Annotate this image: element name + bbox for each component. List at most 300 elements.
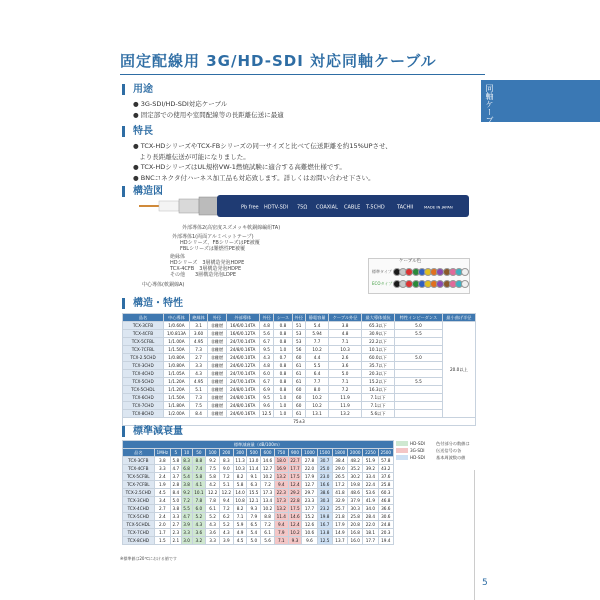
atten-legend: [396, 441, 478, 475]
callout: 中心導体(軟銅線A): [142, 282, 185, 288]
spec-cell: 7.1: [329, 378, 362, 386]
spec-cell: 0.8: [274, 370, 292, 378]
cable-print-2: HDTV-SDI: [264, 204, 289, 211]
callout: FBLシリーズは難燃性PE被覆: [180, 246, 246, 252]
atten-cell: 33.4: [363, 473, 378, 481]
spec-cell: [395, 362, 443, 370]
atten-cell: 8.3: [181, 457, 192, 465]
atten-cell: 22.0: [302, 465, 317, 473]
atten-cell: 21.8: [332, 513, 347, 521]
atten-cell: 7.2: [219, 473, 233, 481]
atten-note: ※標準値は20℃における値です: [120, 556, 177, 561]
atten-product-name: TCX-3CFB: [123, 457, 155, 465]
atten-cell: 16.7: [317, 521, 332, 529]
spec-cell: 24/8/0.14TA: [226, 386, 259, 394]
atten-cell: 30.6: [378, 513, 393, 521]
atten-cell: 37.6: [378, 473, 393, 481]
atten-cell: 5.4: [181, 473, 192, 481]
atten-cell: 9.4: [274, 521, 288, 529]
legend-3g: 3G-SDI: [410, 448, 425, 453]
atten-cell: 30.3: [317, 497, 332, 505]
atten-row: [123, 481, 394, 489]
spec-header: 外径: [259, 314, 274, 322]
spec-product-name: TCX-7CFBL: [123, 346, 164, 354]
atten-cell: 4.7: [181, 513, 192, 521]
spec-cell: 7.5: [189, 402, 207, 410]
spec-cell: 2.7: [189, 354, 207, 362]
atten-cell: 5.2: [206, 513, 220, 521]
atten-cell: 2.7: [154, 505, 170, 513]
spec-cell: 9.6: [259, 402, 274, 410]
atten-cell: 5.8: [206, 473, 220, 481]
spec-product-name: TCX-5CHD: [123, 378, 164, 386]
atten-cell: 17.9: [332, 521, 347, 529]
atten-cell: 2.8: [170, 481, 181, 489]
spec-cell: 24/8/0.16TA: [226, 402, 259, 410]
atten-cell: 10.2: [261, 473, 275, 481]
atten-cell: 5.2: [219, 521, 233, 529]
atten-cell: 3.3: [181, 529, 192, 537]
atten-cell: 5.8: [233, 481, 247, 489]
atten-cell: 9.4: [219, 497, 233, 505]
spec-header: 絶縁体: [189, 314, 207, 322]
atten-cell: 5.0: [247, 537, 261, 545]
color-key-standard: 標準タイプ: [372, 269, 392, 274]
atten-cell: 41.9: [363, 497, 378, 505]
atten-cell: 5.8: [192, 473, 206, 481]
spec-cell: [395, 410, 443, 418]
spec-cell: 61: [292, 378, 305, 386]
atten-cell: 37.9: [348, 497, 363, 505]
color-swatch: [461, 280, 469, 288]
atten-header: 750: [274, 449, 288, 457]
spec-cell: 16/6/0.14TA: [226, 322, 259, 330]
spec-cell: 非難燃: [208, 410, 226, 418]
atten-cell: 19.8: [317, 513, 332, 521]
atten-cell: 16.8: [348, 529, 363, 537]
legend-swatch-hd: [396, 441, 408, 446]
atten-header: 10: [181, 449, 192, 457]
atten-cell: 9.2: [181, 489, 192, 497]
atten-cell: 5.9: [233, 521, 247, 529]
atten-cell: 13.2: [274, 505, 288, 513]
atten-cell: 13.8: [317, 529, 332, 537]
spec-cell: 5.5: [395, 330, 443, 338]
atten-cell: 41.8: [332, 489, 347, 497]
atten-cell: 1.7: [154, 529, 170, 537]
atten-cell: 30.3: [348, 505, 363, 513]
atten-cell: 11.4: [247, 465, 261, 473]
atten-row: [123, 465, 394, 473]
spec-cell: 5.5: [305, 362, 328, 370]
atten-header: 品名: [123, 449, 155, 457]
callout: その他 3層構造発泡LDPE: [170, 272, 236, 278]
atten-cell: 48.2: [348, 457, 363, 465]
spec-header: 静電容量: [305, 314, 328, 322]
atten-cell: 10.8: [233, 497, 247, 505]
spec-row: [123, 410, 476, 418]
spec-cell: 1/1.50A: [164, 394, 190, 402]
spec-cell: 3.60: [189, 330, 207, 338]
atten-cell: 6.0: [192, 505, 206, 513]
spec-cell: 5.5: [395, 378, 443, 386]
feature-list: [133, 141, 392, 183]
spec-cell: 10.1以下: [361, 346, 394, 354]
atten-header: 1000: [302, 449, 317, 457]
atten-cell: 12.2: [219, 489, 233, 497]
atten-cell: 6.5: [247, 521, 261, 529]
attenuation-table: [122, 440, 394, 545]
atten-cell: 11.4: [274, 513, 288, 521]
spec-cell: 13.1: [305, 410, 328, 418]
atten-cell: 8.2: [233, 473, 247, 481]
spec-cell: 15.2以下: [361, 378, 394, 386]
spec-cell: 非難燃: [208, 330, 226, 338]
spec-product-name: TCX-3CHD: [123, 362, 164, 370]
callout: TCX-4CFB 3層構造発泡HDPE: [170, 266, 242, 272]
spec-cell: 1/1.05A: [164, 370, 190, 378]
atten-cell: 9.3: [288, 537, 302, 545]
spec-cell: 5.6: [259, 330, 274, 338]
atten-cell: 10.2: [288, 529, 302, 537]
spec-cell: 24/8/0.16TA: [226, 346, 259, 354]
atten-cell: 16.9: [274, 465, 288, 473]
atten-cell: 9.0: [219, 465, 233, 473]
spec-cell: [395, 338, 443, 346]
atten-cell: 7.8: [206, 497, 220, 505]
atten-cell: 13.2: [274, 473, 288, 481]
spec-cell: 7.2: [329, 386, 362, 394]
atten-product-name: TCX-8CHD: [123, 537, 155, 545]
atten-cell: 32.9: [332, 497, 347, 505]
atten-cell: 5.1: [219, 481, 233, 489]
spec-cell: 10.2: [305, 394, 328, 402]
atten-product-name: TCX-4CFB: [123, 465, 155, 473]
atten-cell: 25.8: [348, 513, 363, 521]
atten-cell: 14.9: [332, 529, 347, 537]
atten-cell: 3.0: [181, 537, 192, 545]
spec-cell: 0.8: [274, 338, 292, 346]
spec-cell: 1/0.60A: [164, 322, 190, 330]
atten-cell: 13.4: [261, 497, 275, 505]
spec-cell: 11.9: [329, 402, 362, 410]
spec-cell: 0.8: [274, 378, 292, 386]
spec-cell: 60: [292, 394, 305, 402]
atten-cell: 9.2: [206, 457, 220, 465]
atten-cell: 7.2: [261, 481, 275, 489]
outer-conductor-2: [199, 197, 219, 215]
spec-row: [123, 346, 476, 354]
spec-cell: 0.8: [274, 322, 292, 330]
spec-row: [123, 378, 476, 386]
spec-cell: 7.7: [305, 338, 328, 346]
callout: HDシリーズ、FBシリーズはPE被覆: [180, 240, 260, 246]
atten-cell: 10.1: [192, 489, 206, 497]
atten-header: 1500: [317, 449, 332, 457]
atten-cell: 19.4: [378, 537, 393, 545]
atten-header: 300: [233, 449, 247, 457]
atten-cell: 10.2: [261, 505, 275, 513]
spec-cell: 4.4: [305, 354, 328, 362]
spec-cell: 7.3: [189, 346, 207, 354]
atten-cell: 2.4: [154, 513, 170, 521]
legend-note: 色付部分の数値は: [436, 441, 470, 446]
atten-cell: 25.7: [332, 505, 347, 513]
spec-cell: 1/0.813A: [164, 330, 190, 338]
spec-cell: 10.2: [305, 402, 328, 410]
atten-cell: 18.1: [363, 529, 378, 537]
atten-cell: 13.7: [332, 537, 347, 545]
section-features: 特長: [122, 126, 153, 137]
atten-cell: 36.6: [378, 505, 393, 513]
atten-cell: 5.4: [247, 529, 261, 537]
atten-cell: 14.0: [233, 489, 247, 497]
section-spec: 構造・特性: [122, 298, 183, 309]
atten-cell: 17.7: [288, 465, 302, 473]
atten-header: 500: [247, 449, 261, 457]
spec-cell: 1/1.80A: [164, 402, 190, 410]
spec-cell: 4.3: [189, 370, 207, 378]
atten-title-row: [123, 441, 394, 449]
spec-cell: 1/2.00A: [164, 410, 190, 418]
spec-cell: [395, 402, 443, 410]
spec-cell: 60.0以下: [361, 354, 394, 362]
atten-cell: 17.5: [288, 473, 302, 481]
cable-illustration: [139, 192, 469, 222]
cable-print-5: CABLE: [344, 204, 361, 211]
atten-cell: 5.2: [192, 513, 206, 521]
atten-cell: 22.8: [288, 497, 302, 505]
atten-cell: 48.6: [348, 489, 363, 497]
spec-cell: 非難燃: [208, 354, 226, 362]
spec-row: [123, 322, 476, 330]
spec-cell: 3.6: [329, 362, 362, 370]
atten-cell: 2.0: [154, 521, 170, 529]
spec-cell: 8.4: [189, 410, 207, 418]
spec-cell: 20.3以下: [361, 370, 394, 378]
atten-cell: 18.0: [274, 457, 288, 465]
atten-cell: 7.2: [219, 505, 233, 513]
spec-cell: 1/0.80A: [164, 362, 190, 370]
atten-cell: 8.8: [192, 457, 206, 465]
atten-cell: 9.4: [274, 481, 288, 489]
atten-cell: 57.8: [378, 457, 393, 465]
spec-row: [123, 386, 476, 394]
spec-cell: 1.0: [274, 410, 292, 418]
spec-cell: 6.7: [259, 338, 274, 346]
spec-cell: 30.9以下: [361, 330, 394, 338]
spec-cell: 1/1.20A: [164, 378, 190, 386]
atten-cell: 12.1: [247, 497, 261, 505]
spec-cell: 6.9: [259, 386, 274, 394]
spec-cell: 非難燃: [208, 370, 226, 378]
atten-cell: 16.6: [317, 481, 332, 489]
spec-header-row: [123, 314, 476, 322]
spec-cell: 6.4: [305, 370, 328, 378]
atten-cell: 25.8: [378, 481, 393, 489]
spec-cell: 5.0: [395, 322, 443, 330]
atten-product-name: TCX-4CHD: [123, 505, 155, 513]
spec-cell: 7.1: [329, 338, 362, 346]
atten-cell: 17.3: [261, 489, 275, 497]
spec-cell: 5.0: [395, 354, 443, 362]
atten-cell: 24.8: [378, 521, 393, 529]
atten-row: [123, 529, 394, 537]
section-attenuation: 標準減衰量: [122, 426, 183, 437]
atten-cell: 34.0: [363, 505, 378, 513]
atten-cell: 6.8: [181, 465, 192, 473]
atten-cell: 7.1: [233, 513, 247, 521]
atten-product-name: TCX-7CHD: [123, 529, 155, 537]
atten-cell: 3.6: [192, 529, 206, 537]
spec-cell: 3.8: [329, 322, 362, 330]
spec-cell: 0.8: [274, 362, 292, 370]
atten-cell: 20.3: [378, 529, 393, 537]
atten-cell: 23.2: [317, 505, 332, 513]
atten-cell: 27.8: [302, 457, 317, 465]
spec-cell: 9.5: [259, 394, 274, 402]
atten-header: 600: [261, 449, 275, 457]
spec-header: 外径: [208, 314, 226, 322]
atten-header: 50: [192, 449, 206, 457]
atten-cell: 11.3: [233, 457, 247, 465]
spec-cell: 7.1以下: [361, 402, 394, 410]
insulation: [159, 201, 179, 211]
callout: HDシリーズ 3層構造発泡HDPE: [170, 260, 245, 266]
atten-cell: 6.1: [261, 529, 275, 537]
spec-cell: 非難燃: [208, 362, 226, 370]
spec-cell: 16/6/0.12TA: [226, 330, 259, 338]
spec-cell: 22.2以下: [361, 338, 394, 346]
spec-row: [123, 402, 476, 410]
legend-note: 基本周波数の値: [436, 455, 466, 460]
spec-cell: 6.0: [259, 370, 274, 378]
spec-cell: 10.2: [305, 346, 328, 354]
atten-cell: 22.0: [363, 521, 378, 529]
atten-cell: 4.3: [206, 521, 220, 529]
spec-cell: 65.3以下: [361, 322, 394, 330]
spec-product-name: TCX-5CFBL: [123, 338, 164, 346]
spec-cell: 2.6: [329, 354, 362, 362]
spec-cell: 4.8: [259, 362, 274, 370]
atten-cell: 25.0: [317, 465, 332, 473]
atten-cell: 51.9: [363, 457, 378, 465]
page-number: 5: [482, 578, 488, 588]
spec-cell: 5.94: [305, 330, 328, 338]
spec-cell: 1/1.20A: [164, 386, 190, 394]
spec-cell: 60: [292, 386, 305, 394]
atten-header: 1MHz: [154, 449, 170, 457]
outer-conductor-1: [179, 199, 199, 213]
atten-cell: 39.2: [363, 465, 378, 473]
cable-print-4: COAXIAL: [316, 204, 338, 211]
legend-note: 伝送信号の各: [436, 448, 462, 453]
atten-cell: 4.7: [170, 465, 181, 473]
spec-cell: 24/6/0.10TA: [226, 354, 259, 362]
atten-cell: 20.8: [348, 521, 363, 529]
atten-cell: 38.6: [317, 489, 332, 497]
atten-product-name: TCX-5CHD: [123, 513, 155, 521]
spec-cell: 3.1: [189, 322, 207, 330]
atten-header: 2500: [378, 449, 393, 457]
spec-bend-radius: 20.0以上: [442, 322, 475, 418]
color-key-title: ケーブル色: [399, 259, 422, 264]
spec-cell: 1/1.00A: [164, 338, 190, 346]
callout: 外部導体1(両面アルミペットテープ): [172, 234, 254, 240]
atten-cell: 7.2: [261, 521, 275, 529]
atten-cell: 16.0: [348, 537, 363, 545]
atten-cell: 17.7: [302, 505, 317, 513]
atten-cell: 3.7: [170, 473, 181, 481]
atten-cell: 2.3: [170, 529, 181, 537]
atten-row: [123, 489, 394, 497]
spec-cell: 60: [292, 354, 305, 362]
spec-table: [122, 313, 476, 426]
section-structure: 構造図: [122, 186, 163, 197]
atten-cell: 38.4: [332, 457, 347, 465]
atten-cell: 53.6: [363, 489, 378, 497]
atten-cell: 12.7: [261, 465, 275, 473]
usage-item: ● 固定部での使用や室間配線等の長距離伝送に最適: [133, 110, 284, 119]
atten-cell: 14.6: [261, 457, 275, 465]
spec-cell: 24/6/0.12TA: [226, 362, 259, 370]
atten-cell: 2.4: [154, 473, 170, 481]
atten-cell: 23.3: [302, 497, 317, 505]
spec-row: [123, 330, 476, 338]
spec-cell: 9.5: [259, 346, 274, 354]
atten-header: 100: [206, 449, 220, 457]
atten-cell: 15.5: [247, 489, 261, 497]
spec-cell: 0.7: [274, 354, 292, 362]
atten-cell: 3.8: [170, 505, 181, 513]
spec-product-name: TCX-2.5CHD: [123, 354, 164, 362]
spec-cell: 7.3: [189, 394, 207, 402]
spec-cell: 1/0.80A: [164, 354, 190, 362]
spec-product-name: TCX-5CHDL: [123, 386, 164, 394]
spec-impedance: 75±3: [123, 418, 476, 426]
spec-cell: 非難燃: [208, 322, 226, 330]
spec-cell: 51: [292, 322, 305, 330]
spec-cell: [395, 386, 443, 394]
atten-cell: 4.3: [219, 529, 233, 537]
spec-cell: 1.0: [274, 346, 292, 354]
spec-header: 中心導体: [164, 314, 190, 322]
atten-cell: 7.9: [247, 513, 261, 521]
atten-product-name: TCX-5CHDL: [123, 521, 155, 529]
atten-row: [123, 497, 394, 505]
spec-cell: 61: [292, 362, 305, 370]
spec-cell: 4.95: [189, 338, 207, 346]
atten-product-name: TCX-3CHD: [123, 497, 155, 505]
atten-cell: 35.2: [348, 465, 363, 473]
usage-item: ● 3G-SDI/HD-SDI対応ケーブル: [133, 100, 228, 108]
atten-cell: 8.3: [219, 457, 233, 465]
spec-cell: 24/7/0.14TA: [226, 338, 259, 346]
spec-product-name: TCX-7CHD: [123, 402, 164, 410]
atten-cell: 22.3: [274, 489, 288, 497]
atten-cell: 17.9: [302, 473, 317, 481]
atten-header: 5: [170, 449, 181, 457]
atten-cell: 23.0: [317, 473, 332, 481]
spec-cell: 16.3以下: [361, 386, 394, 394]
spec-row: [123, 362, 476, 370]
spec-cell: 5.6以下: [361, 410, 394, 418]
title-rule: [120, 74, 485, 75]
spec-header: ケーブル外径: [329, 314, 362, 322]
atten-header: 2250: [363, 449, 378, 457]
atten-cell: 7.8: [192, 497, 206, 505]
cable-callouts: [142, 222, 342, 292]
